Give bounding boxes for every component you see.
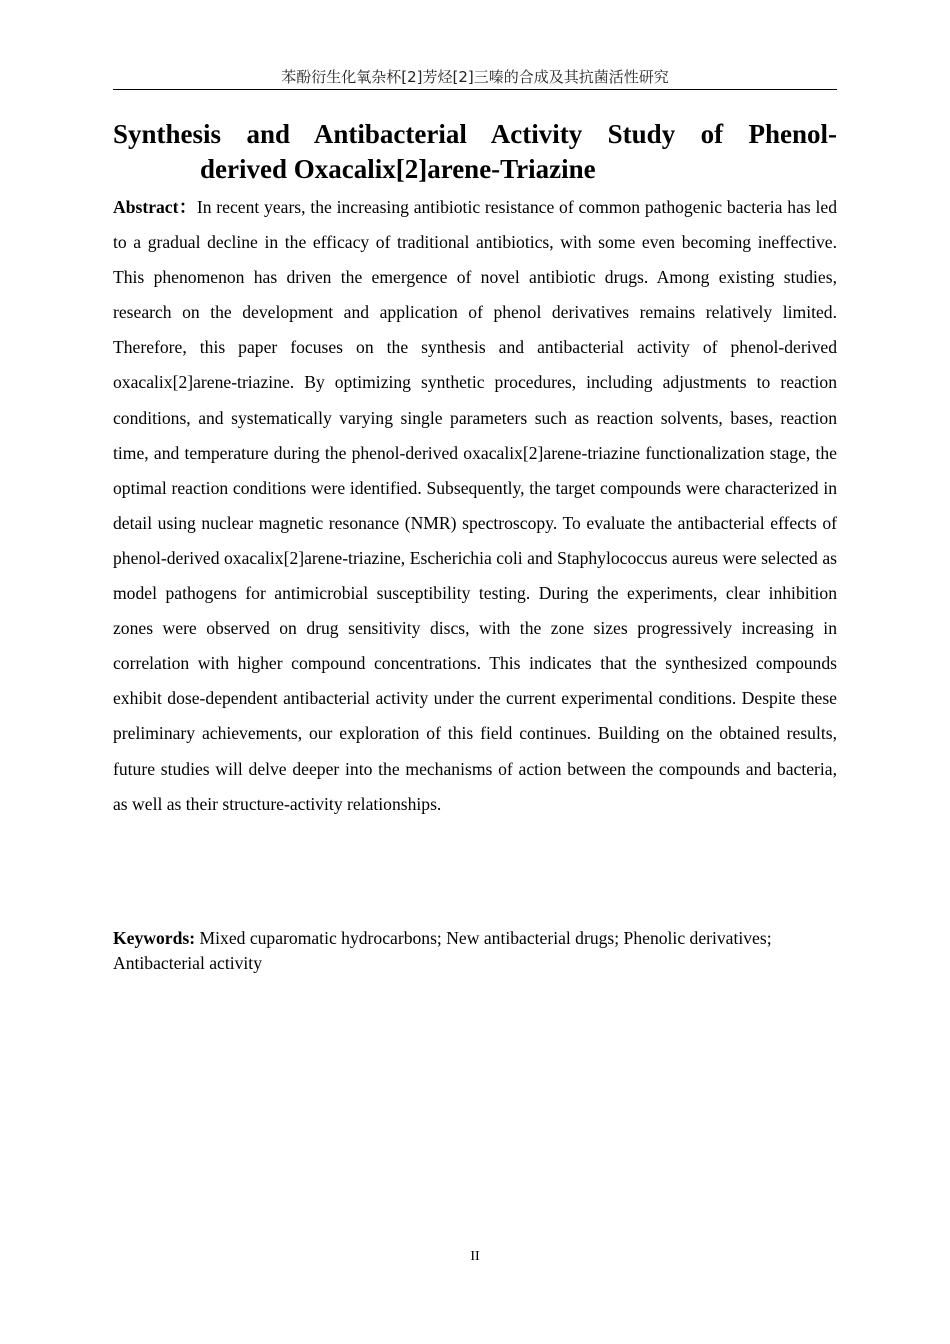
running-header-title: 苯酚衍生化氧杂杯[2]芳烃[2]三嗪的合成及其抗菌活性研究 [281, 68, 669, 86]
keywords-text: Mixed cuparomatic hydrocarbons; New antibacterial drugs; Phenolic derivatives; Antibacterial activity [113, 928, 772, 973]
abstract-paragraph [113, 190, 837, 822]
abstract-label: Abstract： [113, 197, 197, 217]
paper-title-line-2: derived Oxacalix[2]arene-Triazine [200, 154, 596, 184]
keywords-label: Keywords: [113, 928, 196, 948]
abstract-text: In recent years, the increasing antibiotic resistance of common pathogenic bacteria has led to a gradual decline in the efficacy of traditional antibiotics, with some even becoming ineffective. This phenomenon has driven the emergence of novel antibiotic drugs. Among existing studies, research on the development and application of phenol derivatives remains relatively limited. Therefore, this paper focuses on the synthesis and antibacterial activity of phenol-derived oxacalix[2]arene-triazine. By optimizing synthetic procedures, including adjustments to reaction conditions, and systematically varying single parameters such as reaction solvents, bases, reaction time, and temperature during the phenol-derived oxacalix[2]arene-triazine functionalization stage, the optimal reaction conditions were identified. Subsequently, the target compounds were characterized in detail using nuclear magnetic resonance (NMR) spectroscopy. To evaluate the antibacterial effects of phenol-derived oxacalix[2]arene-triazine, Escherichia coli and Staphylococcus aureus were selected as model pathogens for antimicrobial susceptibility testing. During the experiments, clear inhibition zones were observed on drug sensitivity discs, with the zone sizes progressively increasing in correlation with higher compound concentrations. This indicates that the synthesized compounds exhibit dose-dependent antibacterial activity under the current experimental conditions. Despite these preliminary achievements, our exploration of this field continues. Building on the obtained results, future studies will delve deeper into the mechanisms of action between the compounds and bacteria, as well as their structure-activity relationships. [113, 197, 837, 814]
page-number: II [470, 1249, 480, 1264]
running-header [113, 66, 837, 90]
keywords-paragraph [113, 926, 837, 976]
paper-title-line-1: Synthesis and Antibacterial Activity Study of Phenol- [113, 119, 837, 149]
paper-title [113, 117, 837, 187]
